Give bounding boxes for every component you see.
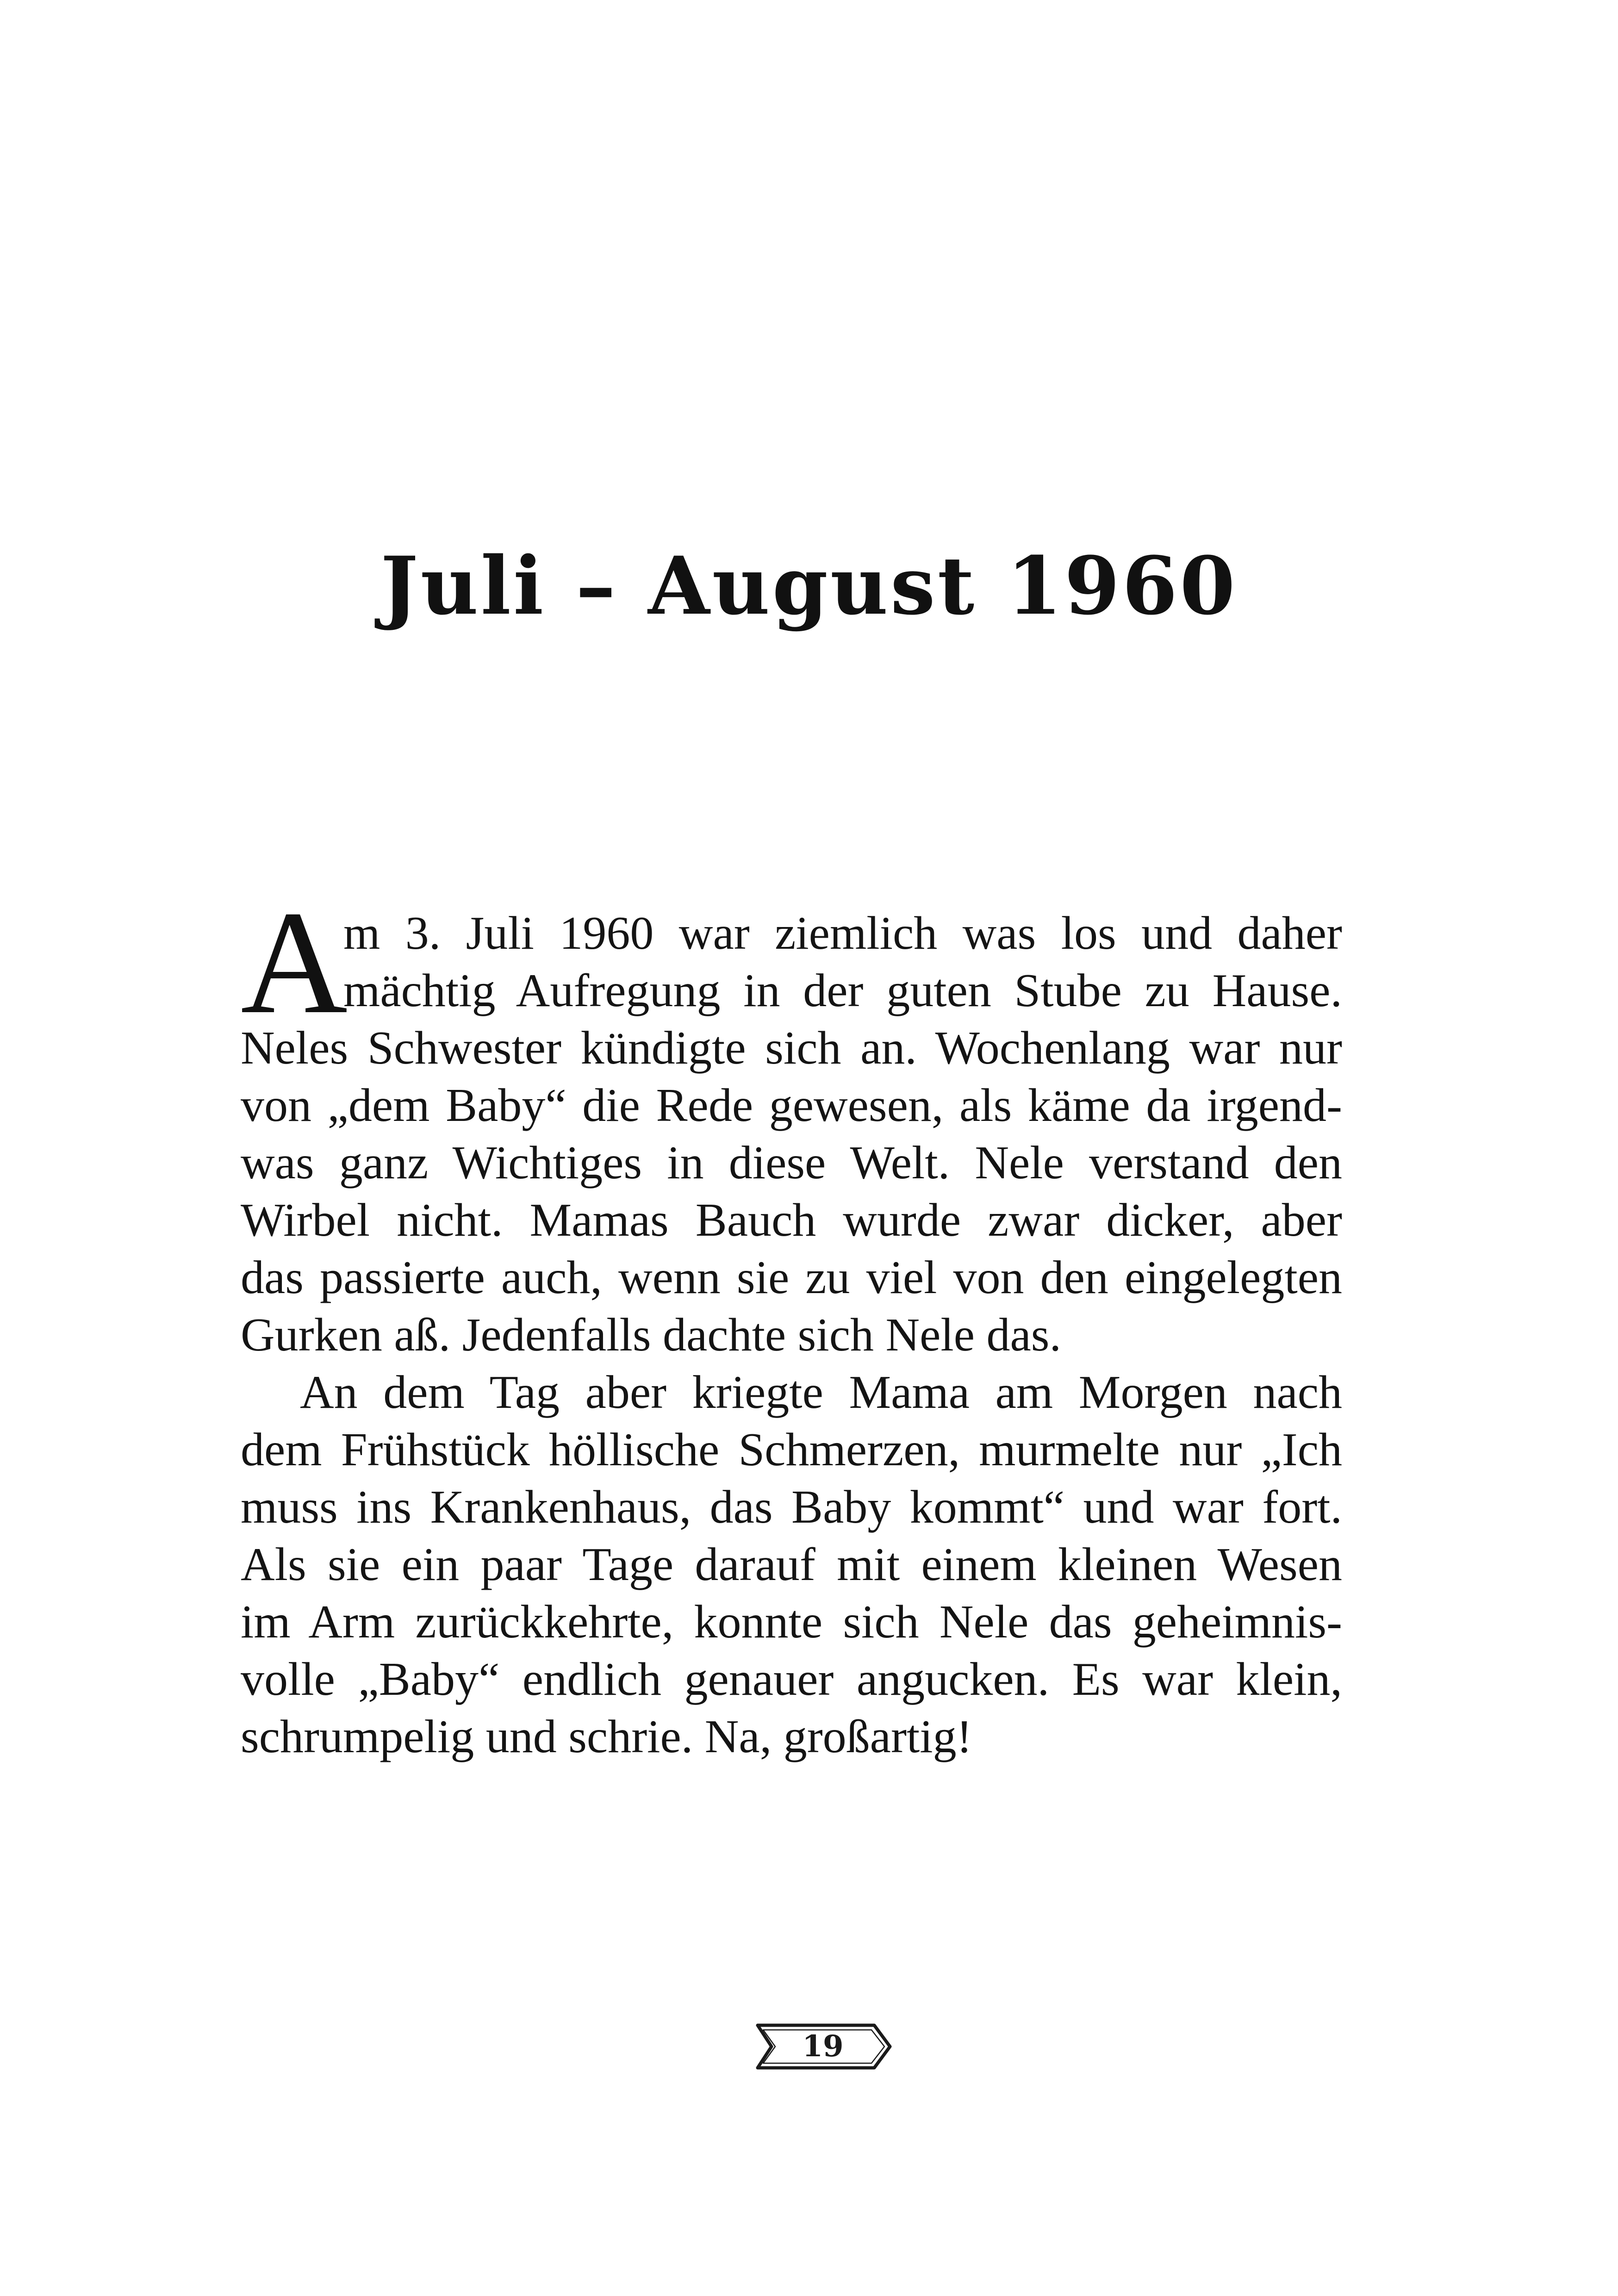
body-text (241, 881, 1342, 1766)
page-number-badge (751, 2018, 895, 2075)
text-line: was ganz Wichtiges in diese Welt. Nele verstand den (241, 1137, 1342, 1189)
page-number: 19 (802, 2029, 844, 2064)
text-line: von „dem Baby“ die Rede gewesen, als käme da irgend- (241, 1079, 1342, 1132)
text-line: Als sie ein paar Tage darauf mit einem kleinen Wesen (241, 1538, 1342, 1591)
text-line: An dem Tag aber kriegte Mama am Morgen nach (300, 1366, 1342, 1419)
text-line: m 3. Juli 1960 war ziemlich was los und daher (343, 907, 1342, 959)
paragraph-1 (241, 881, 1342, 1364)
text-line: volle „Baby“ endlich genauer angucken. Es war klein, (241, 1653, 1342, 1705)
text-line: Gurken aß. Jedenfalls dachte sich Nele das. (241, 1309, 1061, 1361)
text-line: dem Frühstück höllische Schmerzen, murmelte nur „Ich (241, 1424, 1342, 1476)
text-line: im Arm zurückkehrte, konnte sich Nele das geheimnis- (241, 1596, 1342, 1648)
text-line: Neles Schwester kündigte sich an. Wochenlang war nur (241, 1022, 1342, 1074)
text-line: Wirbel nicht. Mamas Bauch wurde zwar dicker, aber (241, 1194, 1342, 1246)
text-line: das passierte auch, wenn sie zu viel von den eingelegten (241, 1251, 1342, 1304)
text-line: schrumpelig und schrie. Na, großartig! (241, 1711, 972, 1763)
drop-cap: A (241, 881, 348, 1045)
paragraph-2 (241, 1364, 1342, 1766)
chapter-title: Juli – August 1960 (380, 539, 1238, 633)
text-line: muss ins Krankenhaus, das Baby kommt“ und war fort. (241, 1481, 1342, 1533)
text-line: mächtig Aufregung in der guten Stube zu Hause. (343, 964, 1342, 1017)
